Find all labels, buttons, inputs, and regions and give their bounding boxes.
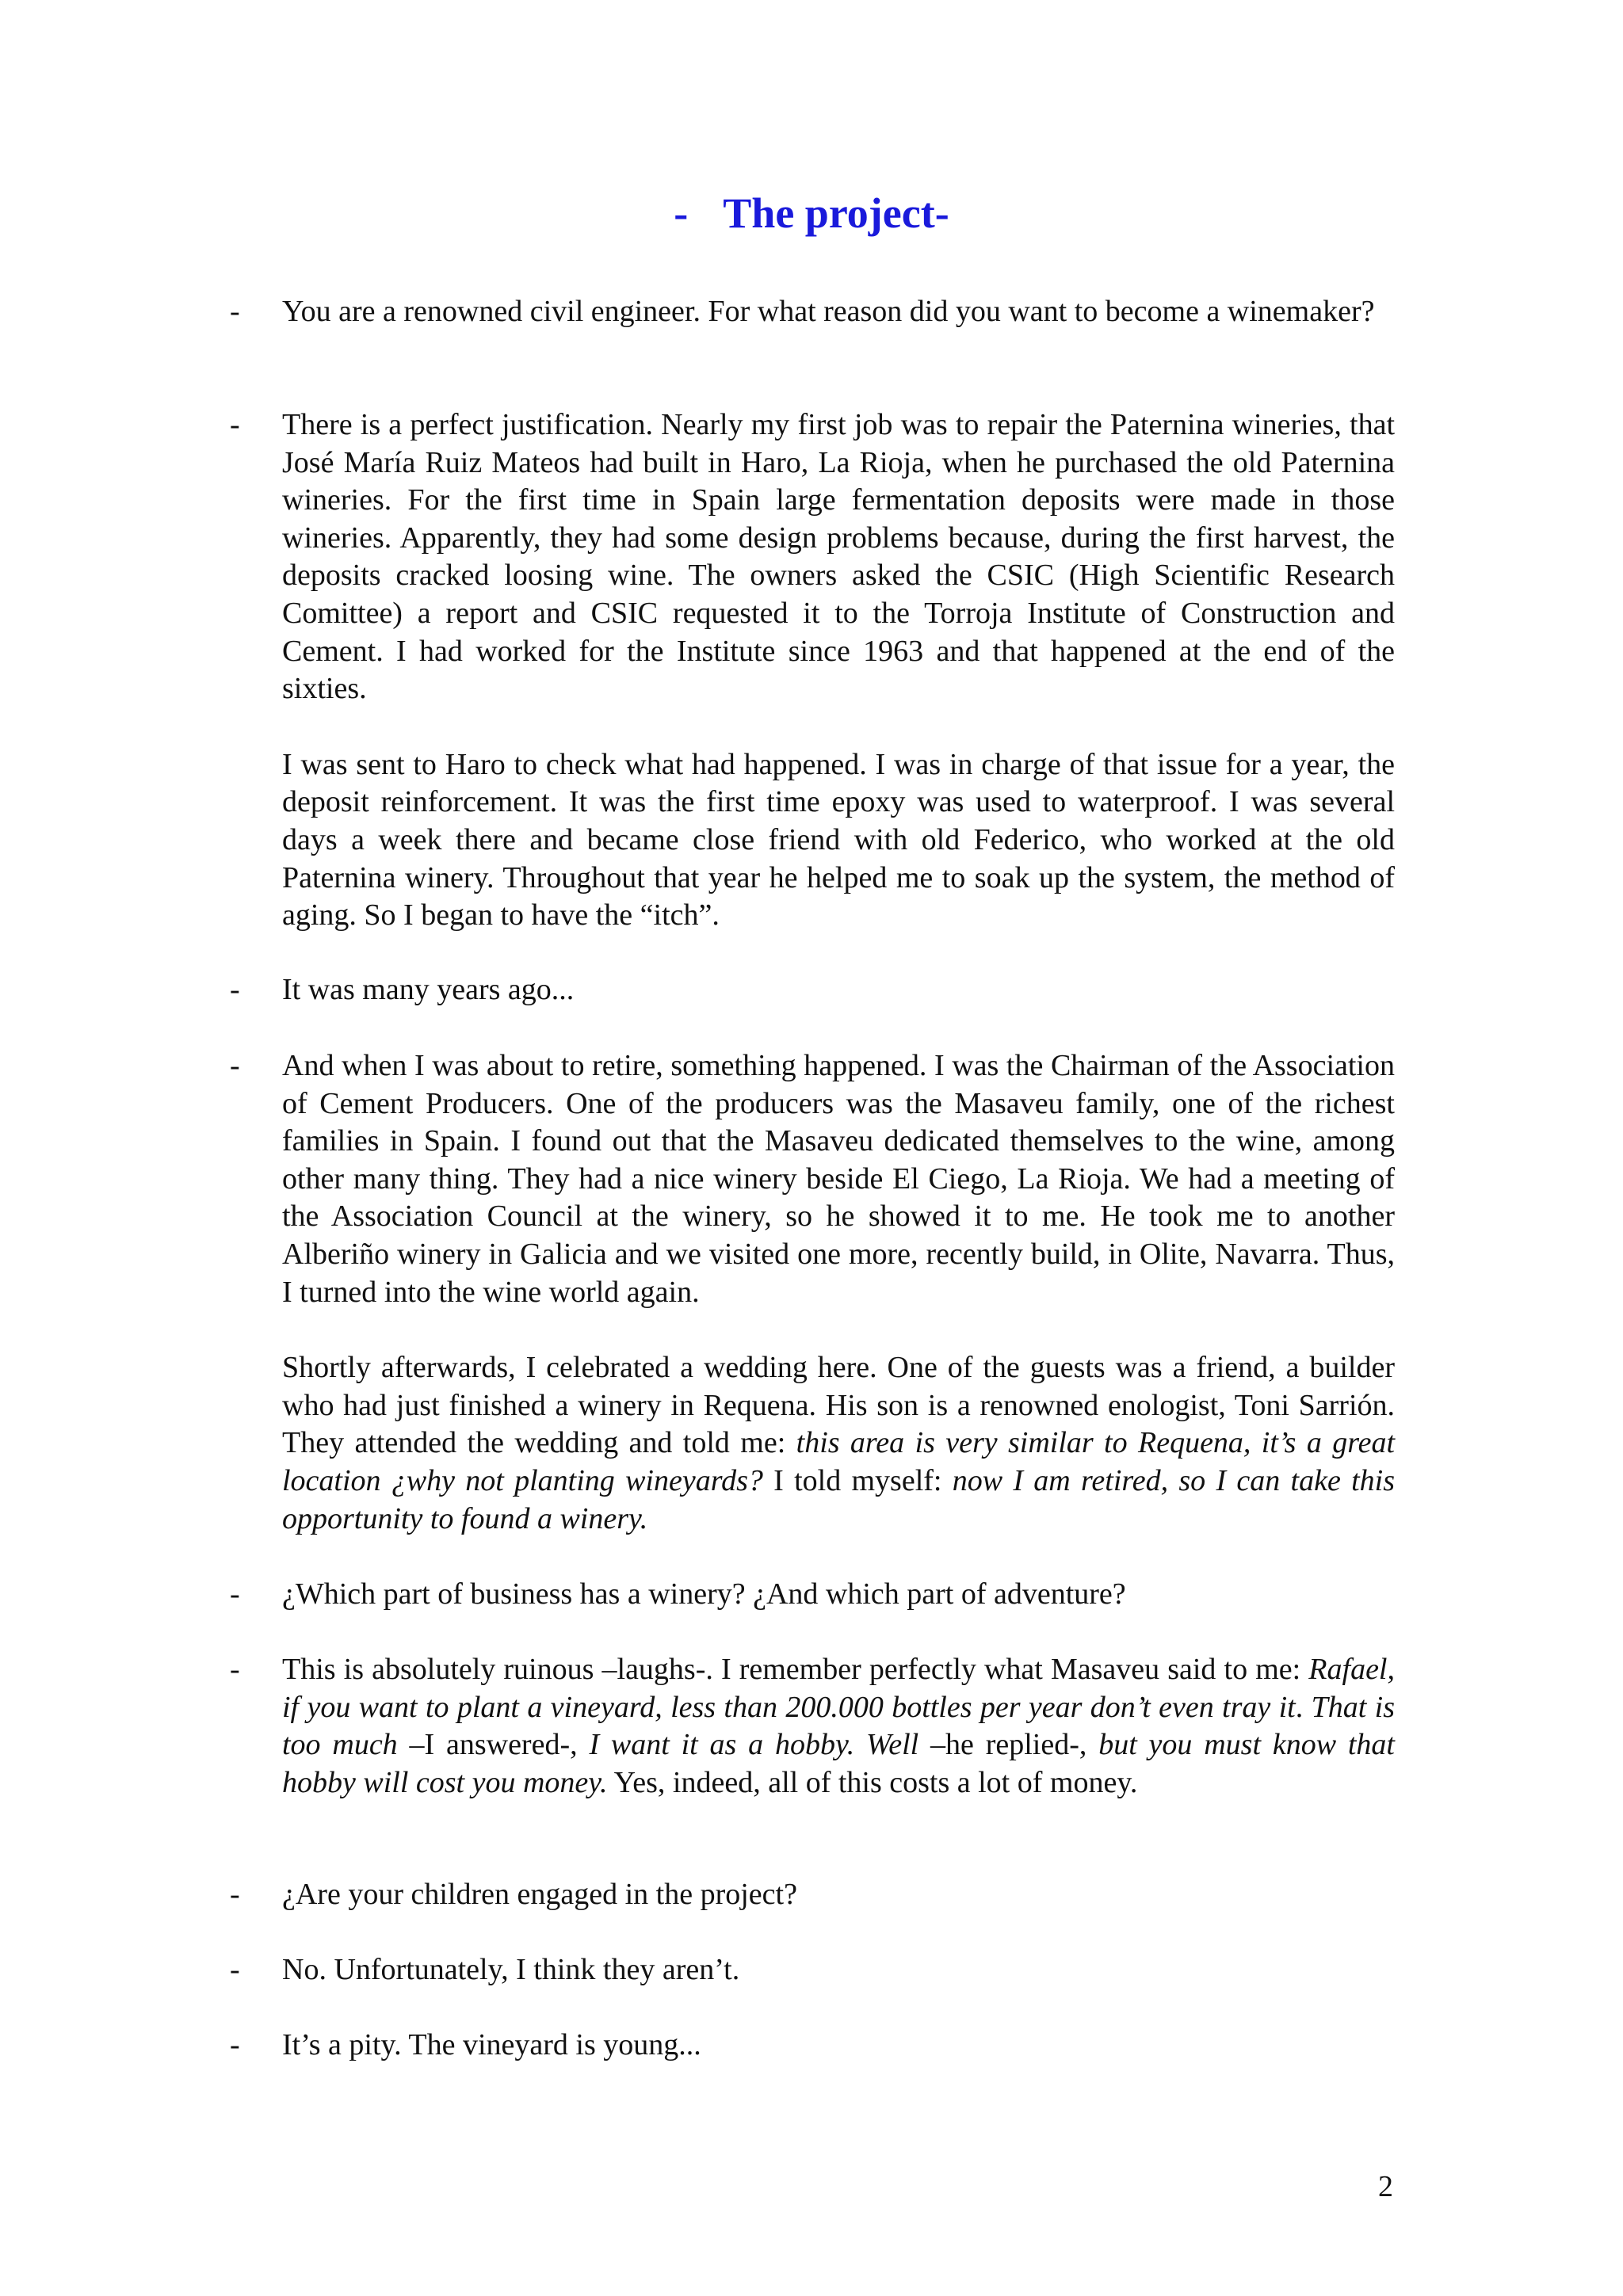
bullet-dash: - [230, 973, 240, 1006]
paragraph [282, 1047, 1395, 1311]
paragraph [282, 1951, 1395, 1989]
bullet-dash: - [230, 1653, 240, 1686]
paragraph [282, 971, 1395, 1009]
text-run: –he replied-, [918, 1728, 1099, 1762]
paragraph [282, 293, 1395, 331]
page-number: 2 [1378, 2170, 1393, 2203]
text-run: Shortly afterwards, I celebrated a wedding here. One of the guests was a friend, a builder who had just finished a winery in Requena. His son is a renowned enologist, Toni Sarrión. They attended the wedding and told me: [282, 1351, 1395, 1460]
italic-quote: That is too much [282, 1690, 1396, 1762]
text-run: This is absolutely ruinous –laughs-. I remember perfectly what Masaveu said to me: [282, 1653, 1309, 1686]
text-run: You are a renowned civil engineer. For what reason did you want to become a winemaker? [282, 295, 1375, 328]
text-run: It was many years ago... [282, 973, 575, 1006]
text-run: There is a perfect justification. Nearly my first job was to repair the Paternina wineries, that José María Ruiz Mateos had built in Haro, La Rioja, when he purchased the old Paternina wineries. For the first time in Spain large fermentation deposits were made in those wineries. Apparently, they had some design problems because, during the first harvest, the deposits cracked loosing wine. The owners asked the CSIC (High Scientific Research Comittee) a report and CSIC requested it to the Torroja Institute of Construction and Cement. I had worked for the Institute since 1963 and that happened at the end of the sixties. [282, 408, 1395, 706]
item-body [282, 406, 1395, 935]
item-body [282, 293, 1395, 331]
text-run: . [1295, 1690, 1312, 1724]
paragraph [282, 746, 1395, 935]
page-title [0, 189, 1623, 238]
italic-quote: I want it as a hobby. Well [589, 1728, 919, 1762]
paragraph [282, 1876, 1395, 1914]
italic-quote: Rafael, if you want to plant a vineyard, less than 200.000 bottles per year don’t even tray it [282, 1653, 1395, 1724]
text-run: And when I was about to retire, something happened. I was the Chairman of the Association of Cement Producers. One of the producers was the Masaveu family, one of the richest families in Spain. I found out that the Masaveu dedicated themselves to the wine, among other many thing. They had a nice winery beside El Ciego, La Rioja. We had a meeting of the Association Council at the winery, so he showed it to me. He took me to another Alberiño winery in Galicia and we visited one more, recently build, in Olite, Navarra. Thus, I turned into the wine world again. [282, 1049, 1395, 1309]
italic-quote: this area is very similar to Requena, it’s a great location ¿why not planting wineyards? [282, 1426, 1395, 1497]
text-run: I was sent to Haro to check what had happened. I was in charge of that issue for a year, the deposit reinforcement. It was the first time epoxy was used to waterproof. I was several days a week there and became close friend with old Federico, who worked at the old Paternina winery. Throughout that year he helped me to soak up the system, the method of aging. So I began to have the “itch”. [282, 747, 1395, 933]
text-run: I told myself: [762, 1463, 953, 1497]
title-dash: - [674, 189, 689, 237]
paragraph [282, 1576, 1395, 1614]
text-run: –I answered-, [397, 1728, 590, 1762]
italic-quote: but you must know that hobby will cost you money. [282, 1728, 1395, 1799]
bullet-dash: - [230, 1953, 240, 1986]
paragraph [282, 1349, 1395, 1538]
item-body [282, 1651, 1395, 1802]
text-run: It’s a pity. The vineyard is young... [282, 2028, 701, 2061]
paragraph [282, 1651, 1395, 1802]
bullet-dash: - [230, 2028, 240, 2061]
text-run: ¿Which part of business has a winery? ¿And which part of adventure? [282, 1577, 1126, 1611]
paragraph [282, 2027, 1395, 2065]
bullet-dash: - [230, 1878, 240, 1911]
title-text: The project- [723, 189, 949, 237]
text-run: Yes, indeed, all of this costs a lot of money. [607, 1765, 1138, 1799]
item-body [282, 1876, 1395, 1914]
item-body [282, 2027, 1395, 2065]
bullet-dash: - [230, 295, 240, 328]
paragraph [282, 406, 1395, 708]
bullet-dash: - [230, 1049, 240, 1082]
item-body [282, 1576, 1395, 1614]
text-run: ¿Are your children engaged in the project? [282, 1878, 797, 1911]
bullet-dash: - [230, 1577, 240, 1611]
item-body [282, 971, 1395, 1009]
bullet-dash: - [230, 408, 240, 441]
item-body [282, 1047, 1395, 1538]
item-body [282, 1951, 1395, 1989]
text-run: No. Unfortunately, I think they aren’t. [282, 1953, 740, 1986]
italic-quote: now I am retired, so I can take this opportunity to found a winery. [282, 1463, 1395, 1535]
